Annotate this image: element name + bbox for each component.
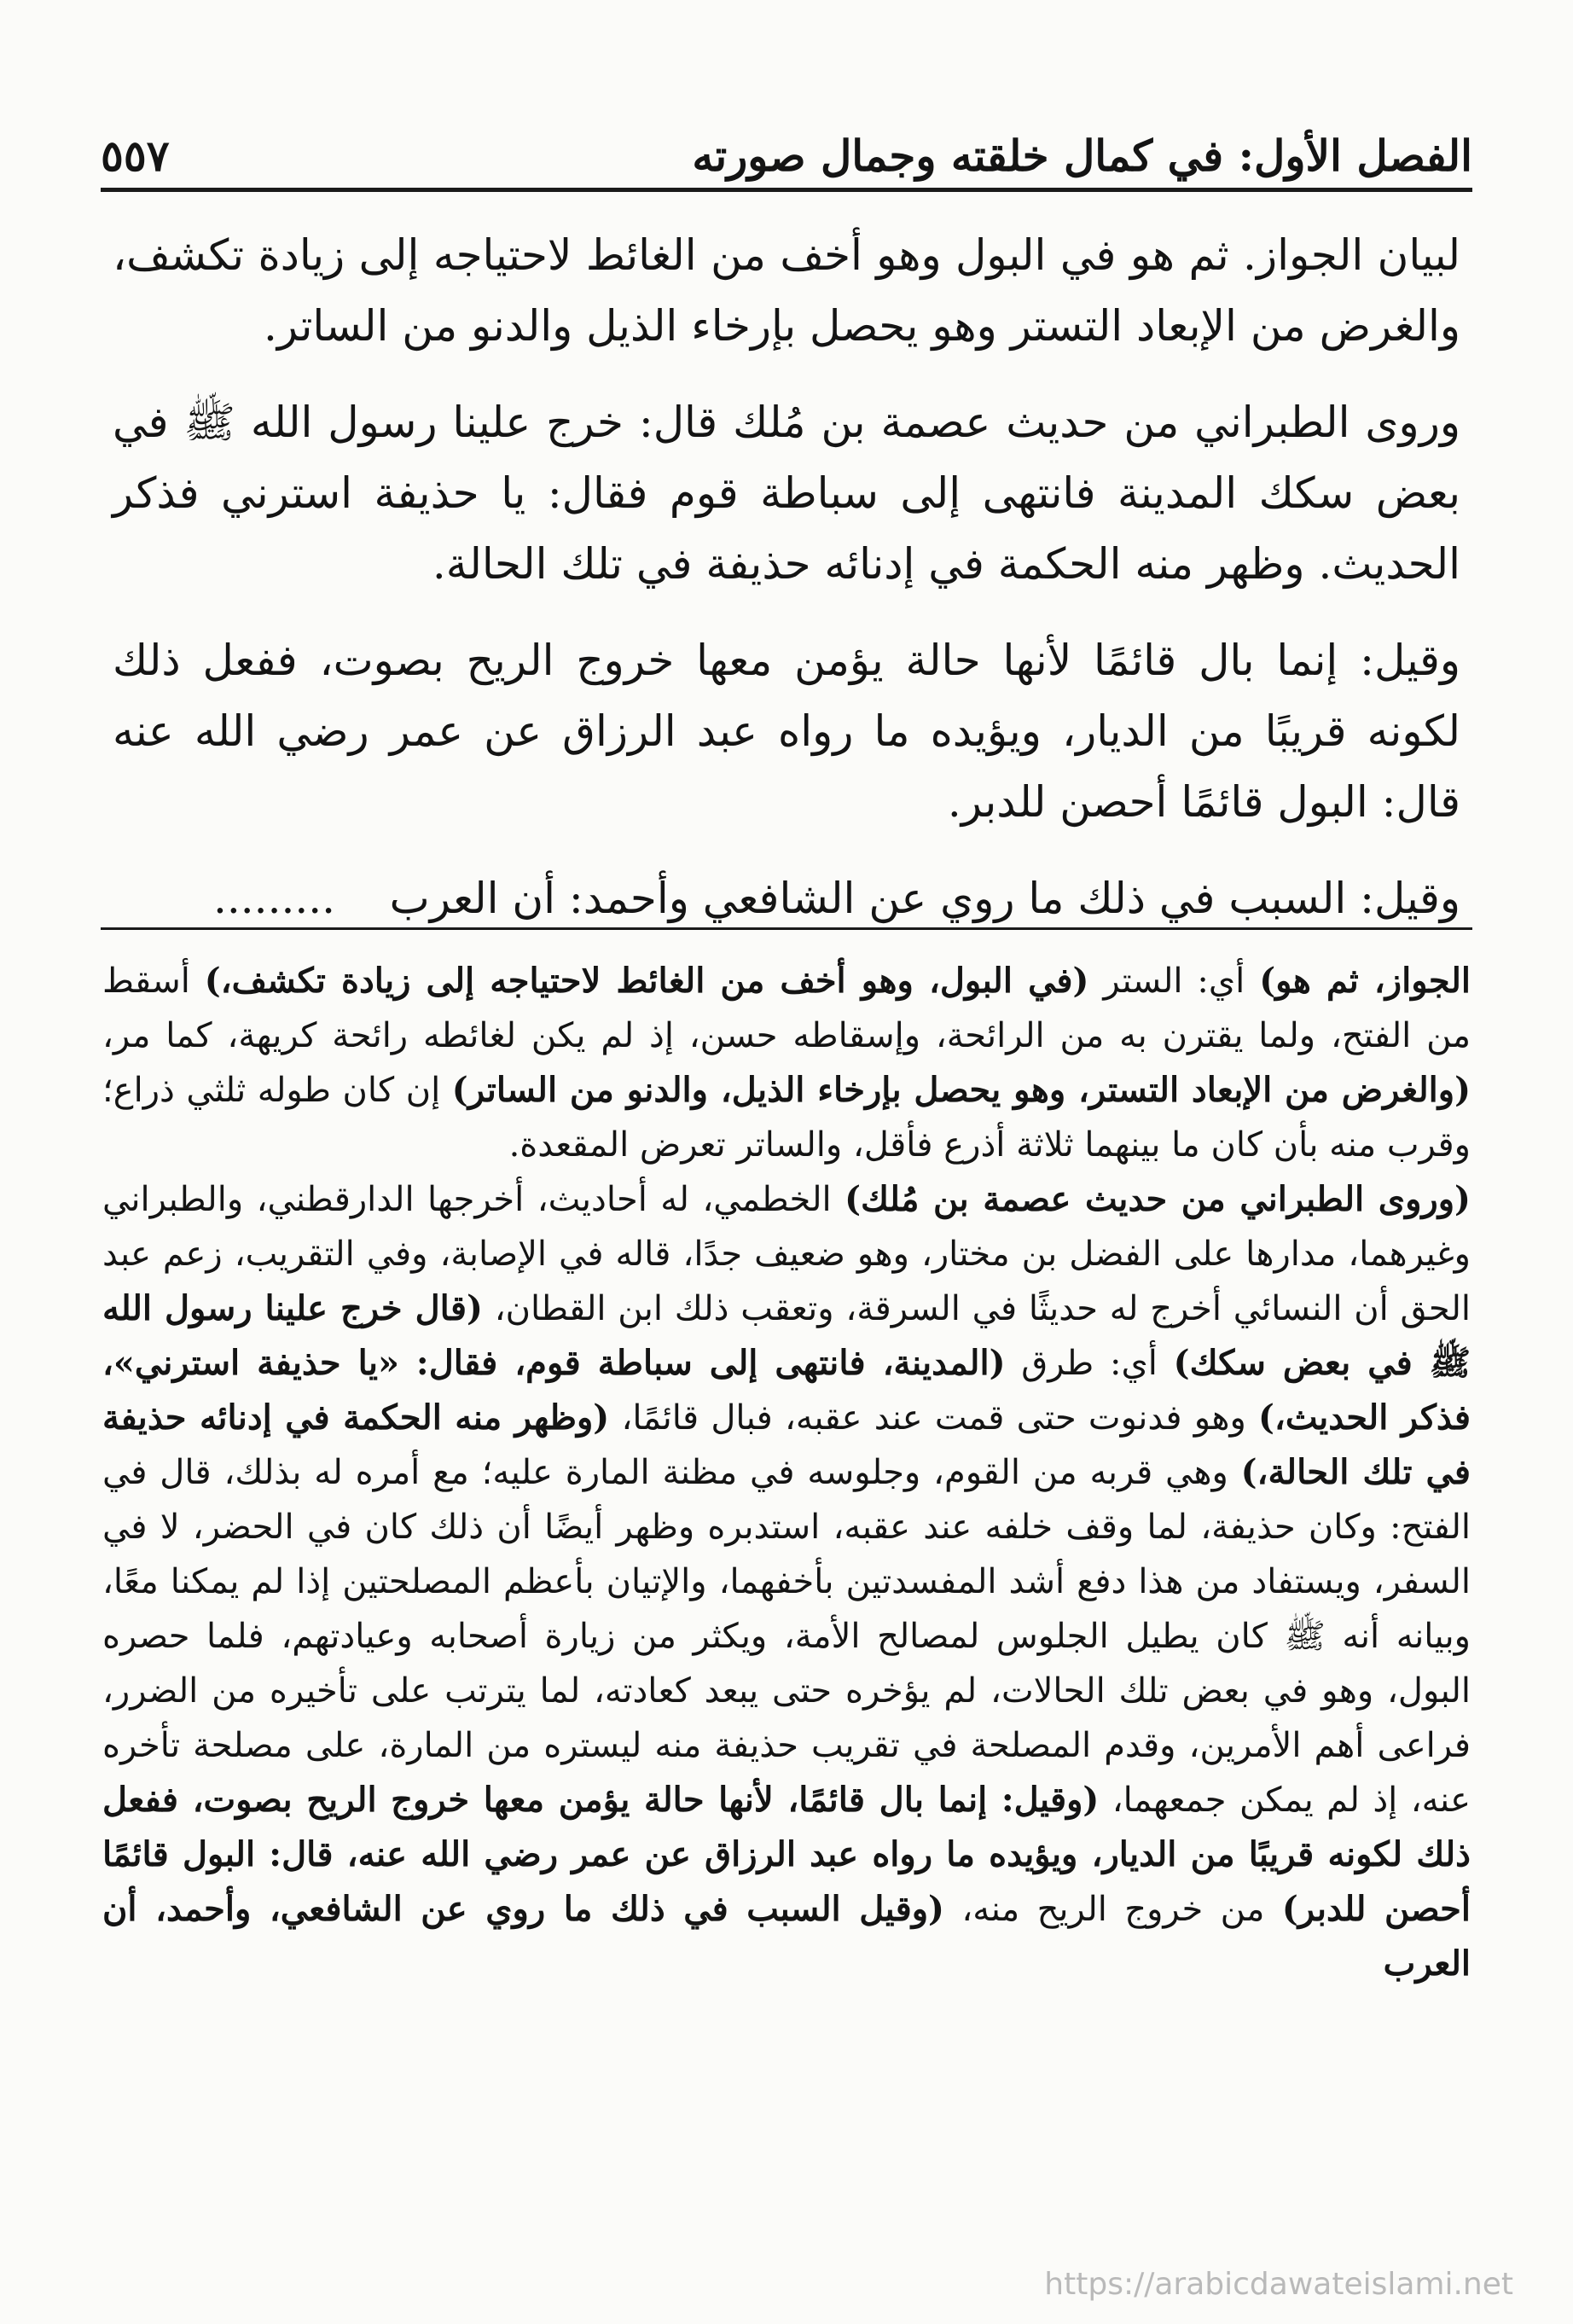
main-paragraph [113,863,1460,934]
commentary-text: وهو فدنوت حتى قمت عند عقبه، فبال قائمًا، [609,1398,1258,1438]
page-number: ٥٥٧ [101,131,170,181]
commentary-text: وهي قربه من القوم، وجلوسه في مظنة المارة عليه؛ مع أمره له بذلك، قال في الفتح: وكان حذيفة، لما وقف خلفه عند عقبه، استدبره وظهر أيضًا أن ذلك كان في الحضر، لا في السفر، ويستفاد من هذا دفع أشد المفسدتين بأخفهما، والإتيان بأعظم المصلحتين إذا لم يمكنا معًا، وبيانه أنه ﷺ كان يطيل الجلوس لمصالح الأمة، ويكثر من زيارة أصحابه وعيادتهم، فلما حصره البول، وهو في بعض تلك الحالات، لم يؤخره حتى يبعد كعادته، لما يترتب على تأخيره من الضرر، فراعى أهم الأمرين، وقدم المصلحة في تقريب حذيفة منه ليستره من المارة، على مصلحة تأخره عنه، إذ لم يمكن جمعهما، [102,1453,1471,1820]
main-paragraph-text: وقيل: السبب في ذلك ما روي عن الشافعي وأحمد: أن العرب [389,874,1460,923]
commentary-text: أسقط من الفتح، ولما يقترن به من الرائحة، وإسقاطه حسن، إذ لم يكن لغائطه رائحة كريهة، كما مر، [102,962,1471,1055]
quoted-base-text: (والغرض من الإبعاد التستر، وهو يحصل بإرخاء الذيل، والدنو من الساتر) [451,1070,1471,1110]
quoted-base-text: (وقيل: إنما بال قائمًا، لأنها حالة يؤمن معها خروج الريح بصوت، ففعل ذلك لكونه قريبًا من الديار، ويؤيده ما رواه عبد الرزاق عن عمر رضي الله عنه، قال: البول قائمًا أحصن للدبر) [102,1780,1471,1929]
main-paragraph: وقيل: إنما بال قائمًا لأنها حالة يؤمن معها خروج الريح بصوت، ففعل ذلك لكونه قريبًا من الديار، ويؤيده ما رواه عبد الرزاق عن عمر رضي الله عنه قال: البول قائمًا أحصن للدبر. [113,636,1460,827]
commentary-text: أي: طرق [1005,1344,1174,1383]
watermark: https://arabicdawateislami.net [1044,2267,1513,2302]
quoted-base-text: (وقيل السبب في ذلك ما روي عن الشافعي، وأحمد، أن العرب [102,1889,1471,1984]
main-paragraph: لبيان الجواز. ثم هو في البول وهو أخف من الغائط لاحتياجه إلى زيادة تكشف، والغرض من الإبعاد التستر وهو يحصل بإرخاء الذيل والدنو من الساتر. [113,230,1460,351]
quoted-base-text: (وظهر منه الحكمة في إدنائه حذيفة في تلك الحالة،) [102,1397,1471,1492]
commentary-paragraph [102,954,1471,1172]
commentary-text: إن كان طوله ثلثي ذراع؛ وقرب منه بأن كان ما بينهما ثلاثة أذرع فأقل، والساتر تعرض المقعدة. [102,1071,1471,1165]
quoted-base-text: (المدينة، فانتهى إلى سباطة قوم، فقال: «يا حذيفة استرني»، فذكر الحديث،) [102,1343,1471,1438]
commentary-text: من خروج الريح منه، [943,1890,1282,1929]
commentary [102,954,1471,1991]
commentary-text: أي: الستر [1088,962,1260,1001]
quoted-base-text: (في البول، وهو أخف من الغائط لاحتياجه إلى زيادة تكشف،) [204,961,1089,1001]
main-paragraph: وروى الطبراني من حديث عصمة بن مُلك قال: خرج علينا رسول الله ﷺ في بعض سكك المدينة فانتهى إلى سباطة قوم فقال: يا حذيفة استرني فذكر الحديث. وظهر منه الحكمة في إدنائه حذيفة في تلك الحالة. [113,398,1460,589]
footnote-rule [101,927,1472,930]
quoted-base-text: (وروى الطبراني من حديث عصمة بن مُلك) [845,1179,1471,1219]
commentary-text: الخطمي، له أحاديث، أخرجها الدارقطني، والطبراني وغيرهما، مدارها على الفضل بن مختار، وهو ضعيف جدًا، قاله في الإصابة، وفي التقريب، زعم عبد الحق أن النسائي أخرج له حديثًا في السرقة، وتعقب ذلك ابن القطان، [102,1180,1471,1328]
quoted-base-text: (قال خرج علينا رسول الله ﷺ في بعض سكك) [102,1288,1471,1383]
chapter-title: الفصل الأول: في كمال خلقته وجمال صورته [692,131,1472,181]
header-rule [101,188,1472,192]
quoted-base-text: الجواز، ثم هو) [1259,961,1471,1001]
continuation-dots: ......... [213,874,336,923]
commentary-paragraph [102,1172,1471,1991]
main-text [113,220,1460,960]
running-header [101,109,1472,181]
